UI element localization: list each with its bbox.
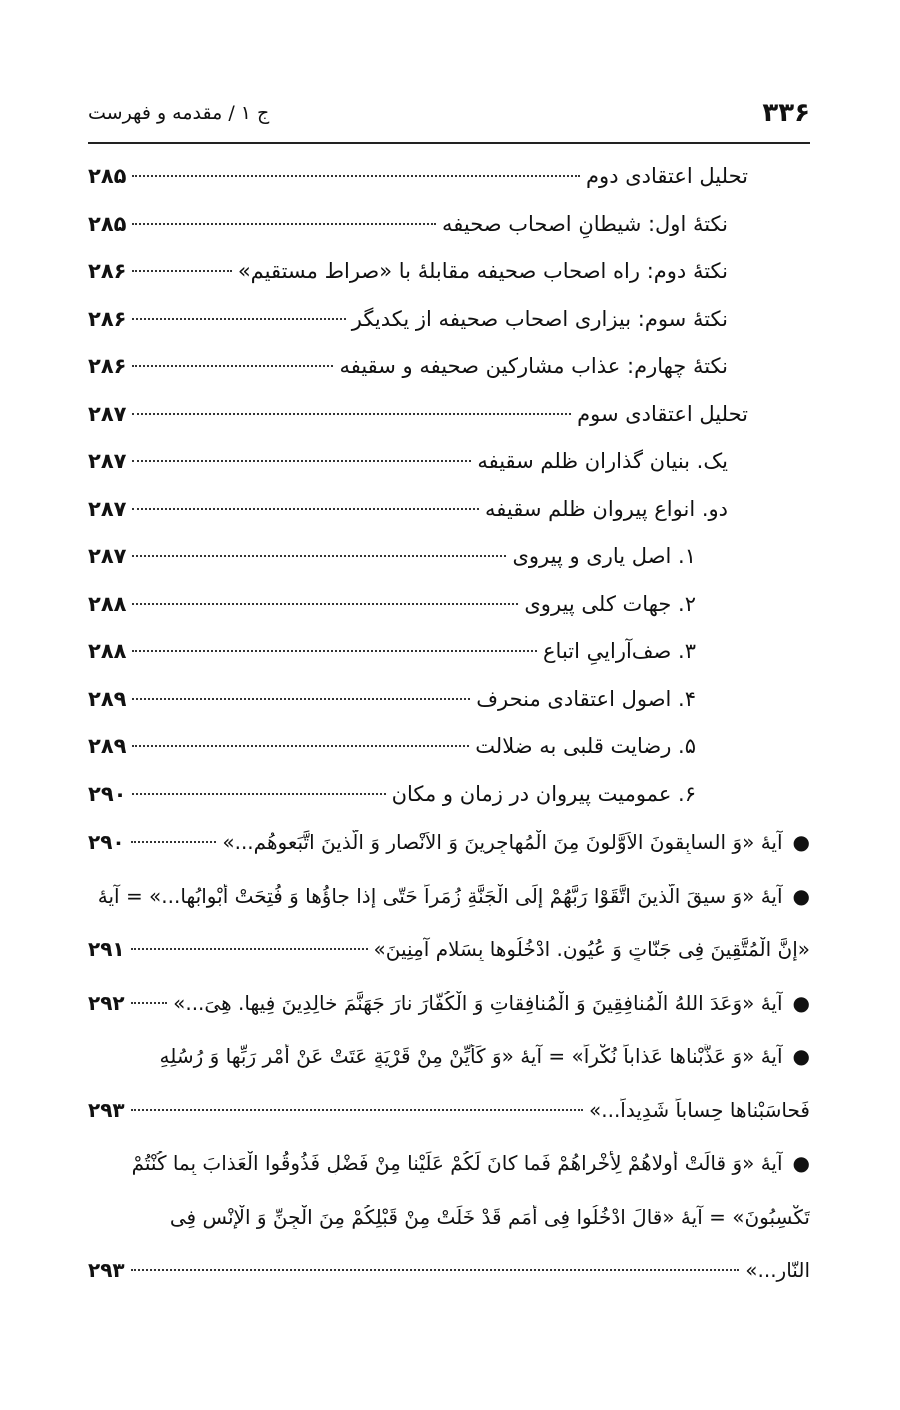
bullet-icon: ● (792, 883, 810, 908)
verse-page: ۲۹۲ (88, 990, 125, 1015)
running-title: ج ۱ / مقدمه و فهرست (88, 102, 270, 124)
toc-entry-title: تحلیل اعتقادی سوم (577, 401, 748, 426)
toc-entry (88, 259, 810, 307)
dot-leader (132, 555, 506, 557)
verse-line (88, 1258, 810, 1312)
dot-leader (132, 413, 571, 415)
toc-entry (88, 402, 810, 450)
verse-text: آیهٔ «وَ عَذَّبْناها عَذاباً نُکْراً» = آیهٔ «وَ کَأَیِّنْ مِنْ قَرْیَةٍ عَتَتْ عَنْ أَمْرِ رَبِّها وَ رُسُلِهِ (159, 1044, 783, 1068)
toc-entry-title: ۵. رضایت قلبی به ضلالت (475, 734, 696, 758)
toc-entry (88, 687, 810, 735)
toc-entry-title: ۲. جهات کلی پیروی (524, 591, 696, 616)
toc-entry (88, 592, 810, 640)
page-number: ۳۳۶ (762, 98, 810, 128)
dot-leader (132, 460, 471, 462)
dot-leader (132, 793, 385, 795)
toc-entry-page: ۲۸۵ (88, 164, 127, 188)
table-of-contents (88, 164, 810, 829)
verse-line (88, 1044, 810, 1098)
toc-entry (88, 354, 810, 402)
verse-page: ۲۹۱ (88, 937, 125, 961)
dot-leader (132, 745, 469, 747)
toc-entry (88, 449, 810, 497)
toc-entry-page: ۲۸۷ (88, 496, 127, 521)
toc-entry-page: ۲۸۶ (88, 354, 127, 378)
verse-page: ۲۹۰ (88, 830, 125, 854)
toc-entry-page: ۲۸۵ (88, 211, 127, 236)
toc-entry-title: ۱. اصل یاری و پیروی (512, 544, 696, 568)
verse-text: تَکْسِبُونَ» = آیهٔ «قالَ ادْخُلُوا فِی أُمَمٍ قَدْ خَلَتْ مِنْ قَبْلِکُمْ مِنَ الْجِنِّ وَ الْإِنْسِ فِی (169, 1204, 810, 1229)
verse-line (88, 1205, 810, 1259)
dot-leader (132, 508, 479, 510)
toc-entry (88, 734, 810, 782)
dot-leader (132, 270, 231, 272)
dot-leader (132, 365, 333, 367)
verse-line (88, 937, 810, 991)
toc-entry-title: ۶. عمومیت پیروان در زمان و مکان (391, 781, 696, 806)
toc-entry-title: دو. انواع پیروان ظلم سقیفه (484, 496, 728, 521)
dot-leader (132, 223, 436, 225)
dot-leader (132, 698, 470, 700)
verse-page: ۲۹۳ (88, 1097, 125, 1122)
dot-leader (132, 318, 345, 320)
toc-entry-page: ۲۸۶ (88, 259, 127, 283)
page-header (88, 98, 810, 136)
dot-leader (132, 603, 518, 605)
toc-entry (88, 307, 810, 355)
bullet-icon: ● (792, 1044, 810, 1068)
bullet-icon: ● (792, 1151, 810, 1175)
bullet-icon: ● (792, 830, 810, 854)
verse-line (88, 1098, 810, 1152)
verse-text: «إِنَّ الْمُتَّقِینَ فِی جَنّاتٍ وَ عُیُونٍ. ادْخُلُوها بِسَلامٍ آمِنِینَ» (373, 937, 810, 961)
toc-entry (88, 544, 810, 592)
toc-entry-title: نکتهٔ دوم: راه اصحاب صحیفه مقابلهٔ با «صراط مستقیم» (237, 259, 728, 283)
toc-entry-page: ۲۸۹ (88, 686, 127, 711)
dot-leader (132, 175, 580, 177)
toc-entry-title: ۳. صف‌آراییِ اتباع (543, 639, 696, 663)
verse-page: ۲۹۳ (88, 1258, 125, 1282)
toc-entry-title: یک. بنیان گذاران ظلم سقیفه (477, 449, 728, 473)
verse-text: آیهٔ «وَ السابِقونَ الاَوَّلونَ مِنَ الْمُهاجِرینَ وَ الاَنْصارِ وَ الَّذینَ اتَّبَعوهُم...» (222, 830, 783, 854)
toc-entry-page: ۲۸۹ (88, 734, 127, 758)
toc-entry (88, 497, 810, 545)
toc-entry-title: ۴. اصول اعتقادی منحرف (476, 686, 696, 711)
toc-entry-title: تحلیل اعتقادی دوم (586, 164, 748, 188)
toc-entry-page: ۲۸۷ (88, 449, 127, 473)
verse-line (88, 1151, 810, 1205)
dot-leader (131, 1002, 167, 1004)
verse-text: آیهٔ «وَعَدَ اللهُ الْمُنافِقِینَ وَ الْمُنافِقاتِ وَ الْکُفّارَ نارَ جَهَنَّمَ خالِدِینَ فِیها. هِیَ...» (173, 990, 783, 1015)
toc-entry-page: ۲۹۰ (88, 781, 127, 806)
toc-entry (88, 212, 810, 260)
toc-entry-page: ۲۸۷ (88, 544, 127, 568)
toc-entry (88, 782, 810, 830)
toc-entry-page: ۲۸۶ (88, 306, 127, 331)
toc-entry (88, 639, 810, 687)
dot-leader (131, 1269, 740, 1271)
dot-leader (131, 1109, 583, 1111)
header-rule (88, 142, 810, 144)
dot-leader (131, 841, 217, 843)
toc-entry-page: ۲۸۸ (88, 639, 127, 663)
verse-text: آیهٔ «وَ سیقَ الَّذینَ اتَّقَوْا رَبَّهُمْ إِلَی الْجَنَّةِ زُمَراً حَتّی إِذا جاؤُها وَ فُتِحَتْ أَبْوابُها...» = آیهٔ (97, 883, 783, 908)
verse-line (88, 991, 810, 1045)
toc-entry-title: نکتهٔ اول: شیطانِ اصحاب صحیفه (441, 211, 728, 236)
toc-entry-page: ۲۸۸ (88, 591, 127, 616)
toc-entry (88, 164, 810, 212)
bullet-icon: ● (792, 990, 810, 1015)
verse-line (88, 830, 810, 884)
verse-text: النّارِ...» (745, 1258, 810, 1282)
toc-entry-title: نکتهٔ سوم: بیزاری اصحاب صحیفه از یکدیگر (351, 306, 728, 331)
verse-line (88, 884, 810, 938)
dot-leader (131, 948, 368, 950)
verse-text: آیهٔ «وَ قالَتْ أُولاهُمْ لِأُخْراهُمْ فَما کانَ لَکُمْ عَلَیْنا مِنْ فَضْلٍ فَذُوقُوا الْعَذابَ بِما کُنْتُمْ (131, 1151, 783, 1175)
verse-text: فَحاسَبْناها حِساباً شَدِیداً...» (589, 1097, 810, 1122)
toc-entry-page: ۲۸۷ (88, 401, 127, 426)
verse-index (88, 830, 810, 1312)
toc-entry-title: نکتهٔ چهارم: عذاب مشارکین صحیفه و سقیفه (339, 354, 728, 378)
dot-leader (132, 650, 537, 652)
